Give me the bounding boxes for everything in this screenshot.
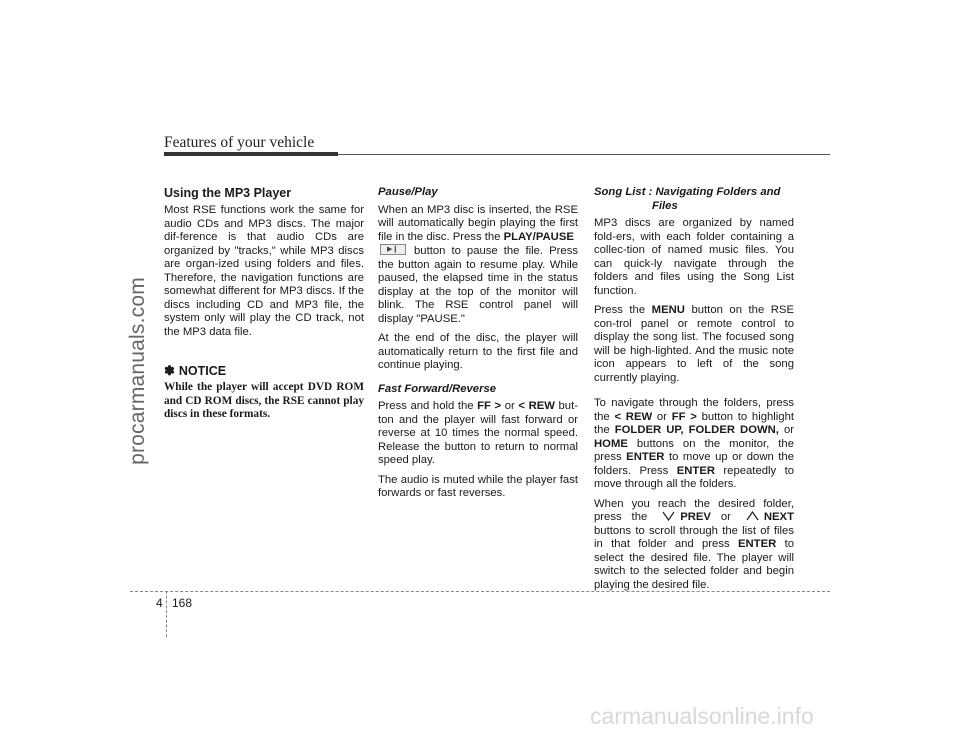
song-list-heading: Song List : Navigating Folders and Files (594, 186, 781, 212)
section-heading-mp3: Using the MP3 Player (164, 186, 292, 200)
pause-play-paragraph-2: At the end of the disc, the player will automatically return to the first file and continue playing. (378, 332, 578, 371)
fast-forward-heading: Fast Forward/Reverse (378, 382, 497, 395)
page-number: 168 (172, 596, 193, 610)
play-pause-icon (380, 244, 406, 255)
footer-rule (130, 591, 830, 592)
mp3-intro-paragraph: Most RSE functions work the same for audio CDs and MP3 discs. The major dif-ference is that audio CDs are organized by "tracks," while MP3 discs are organ-ized using folders and files. Therefore, the navigation functions are somewhat different for MP3 discs. If the discs including CD and MP3 file, the system only will play the CD track, not the MP3 data file. (164, 204, 364, 338)
header-rule-thin (338, 154, 830, 155)
chevron-down-icon (661, 511, 676, 521)
notice-asterisk-icon: ✽ (164, 363, 175, 378)
footer-vertical-rule (166, 591, 167, 637)
column-3 (594, 186, 794, 598)
song-list-paragraph-1: MP3 discs are organized by named fold-ers, with each folder containing a collec-tion of named music files. You can quick-ly navigate through the folders and files using the Song List function. (594, 217, 794, 297)
song-list-paragraph-3: To navigate through the folders, press the < REW or FF > button to highlight the FOLDER UP, FOLDER DOWN, or HOME buttons on the monitor, the press ENTER to move up or down the folders. Press ENTER repeatedly to move through all the folders. (594, 397, 795, 490)
pause-play-paragraph-1: When an MP3 disc is inserted, the RSE will automatically begin playing the first file in the disc. Press the PLAY/PAUSE ▶❙button to pause the file. Press the button again to resume play. While paused, the elapsed time in the status display at the top of the monitor will blink. The RSE control panel will display "PAUSE." (378, 204, 578, 327)
fast-forward-paragraph-2: The audio is muted while the player fast forwards or fast reverses. (378, 473, 578, 499)
column-2 (378, 186, 578, 507)
fast-forward-paragraph-1: Press and hold the FF > or < REW but-ton and the player will fast forward or reverse at 10 times the normal speed. Release the button to return to normal speed play. (378, 400, 578, 466)
chapter-number: 4 (156, 596, 163, 610)
play-pause-button-label: PLAY/PAUSE (503, 230, 574, 243)
notice-heading (164, 363, 364, 379)
header-rule-thick (164, 152, 338, 156)
notice-text: While the player will accept DVD ROM and CD ROM discs, the RSE cannot play discs in these formats. (164, 381, 364, 420)
notice-label: NOTICE (178, 364, 227, 378)
pause-play-heading: Pause/Play (378, 186, 438, 198)
bottom-watermark: carmanualsonline.info (590, 703, 814, 729)
chevron-up-icon (745, 511, 760, 521)
column-1 (164, 186, 364, 422)
song-list-paragraph-4: When you reach the desired folder, press the PREV or NEXT buttons to scroll through the list of files in that folder and press ENTER to select the desired file. The player will switch to the selected folder and begin playing the desired file. (594, 497, 795, 591)
header-title: Features of your vehicle (164, 134, 315, 151)
side-watermark: procarmanuals.com (126, 277, 149, 465)
song-list-paragraph-2: Press the MENU button on the RSE con-trol panel or remote control to display the song list. The focused song will be high-lighted. And the music note icon appears to left of the song currently playing. (594, 304, 795, 384)
